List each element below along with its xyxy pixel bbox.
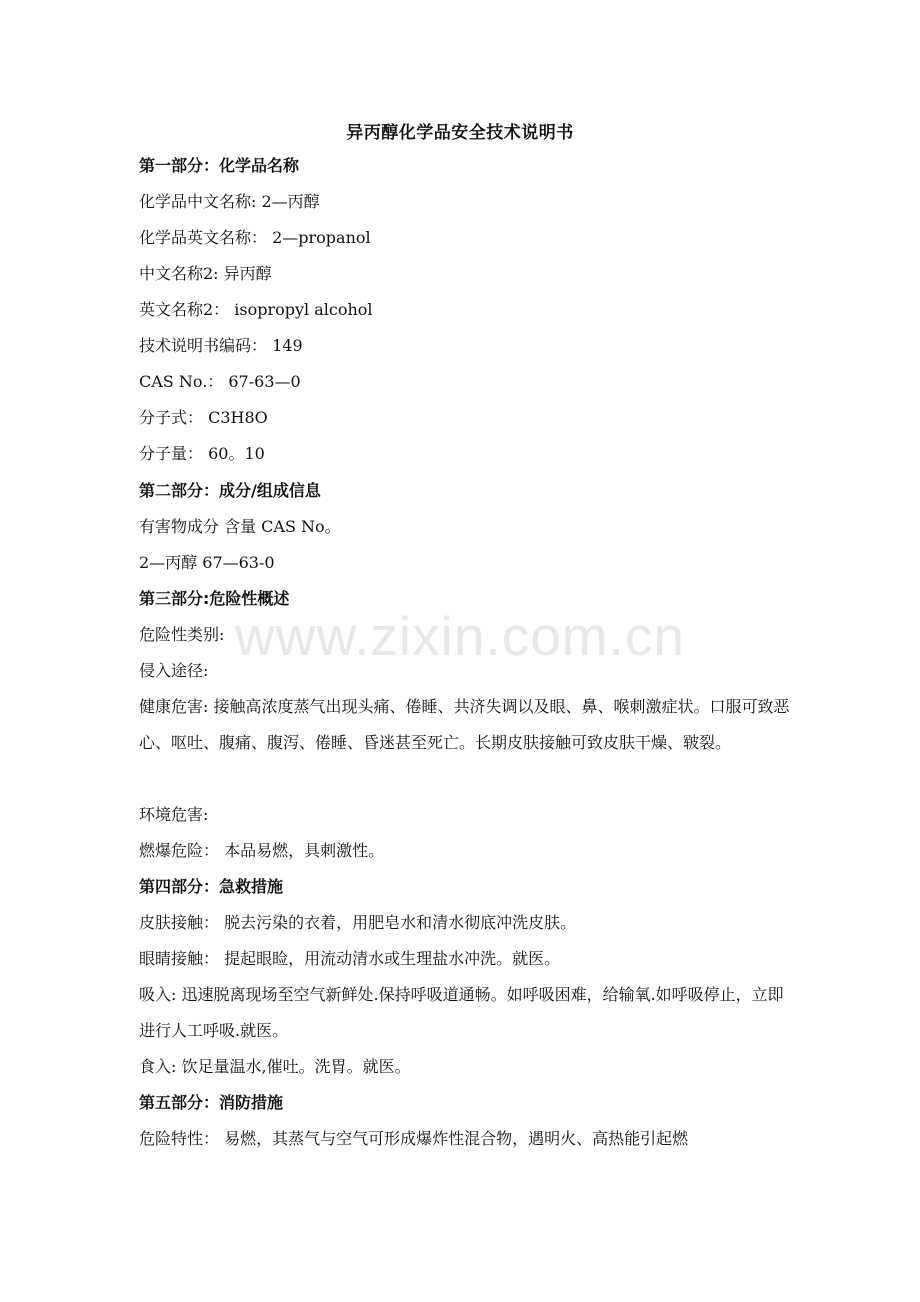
english-name-2-line: 英文名称2： isopropyl alcohol [139, 300, 373, 319]
section-heading-1: 第一部分：化学品名称 [139, 156, 300, 175]
watermark-text: www.zixin.com.cn [235, 605, 685, 667]
section-heading-5: 第五部分：消防措施 [139, 1093, 284, 1112]
section-heading-3: 第三部分:危险性概述 [139, 589, 290, 608]
cas-number-line: CAS No.： 67-63—0 [139, 372, 301, 391]
chinese-name-2-line: 中文名称2: 异丙醇 [139, 264, 272, 283]
environment-hazard-line: 环境危害: [139, 805, 209, 824]
section-heading-4: 第四部分：急救措施 [139, 877, 284, 896]
molecular-weight-line: 分子量： 60。10 [139, 444, 265, 463]
eye-contact-line: 眼睛接触： 提起眼睑，用流动清水或生理盐水冲洗。就医。 [139, 949, 561, 968]
explosion-hazard-line: 燃爆危险： 本品易燃，具刺激性。 [139, 841, 385, 860]
document-title: 异丙醇化学品安全技术说明书 [346, 123, 574, 143]
composition-row-line: 2—丙醇 67—63-0 [139, 553, 275, 572]
chinese-name-line: 化学品中文名称: 2—丙醇 [139, 192, 320, 211]
inhalation-paragraph: 吸入: 迅速脱离现场至空气新鲜处.保持呼吸道通畅。如呼吸困难，给输氧.如呼吸停止，立即进行人工呼吸.就医。 [139, 985, 784, 1040]
skin-contact-line: 皮肤接触： 脱去污染的衣着，用肥皂水和清水彻底冲洗皮肤。 [139, 913, 577, 932]
formula-line: 分子式： C3H8O [139, 408, 268, 427]
composition-header-line: 有害物成分 含量 CAS No。 [139, 517, 341, 536]
english-name-line: 化学品英文名称： 2—propanol [139, 228, 371, 247]
exposure-route-line: 侵入途径: [139, 661, 209, 680]
fire-hazard-line: 危险特性： 易燃，其蒸气与空气可形成爆炸性混合物，遇明火、高热能引起燃 [139, 1129, 689, 1148]
hazard-class-line: 危险性类别: [139, 625, 225, 644]
spec-code-line: 技术说明书编码： 149 [139, 336, 303, 355]
health-hazard-paragraph: 健康危害: 接触高浓度蒸气出现头痛、倦睡、共济失调以及眼、鼻、喉刺激症状。口服可致恶心、呕吐、腹痛、腹泻、倦睡、昏迷甚至死亡。长期皮肤接触可致皮肤干燥、皲裂。 [139, 697, 790, 752]
ingestion-line: 食入: 饮足量温水,催吐。洗胃。就医。 [139, 1057, 411, 1076]
section-heading-2: 第二部分：成分/组成信息 [139, 481, 321, 500]
